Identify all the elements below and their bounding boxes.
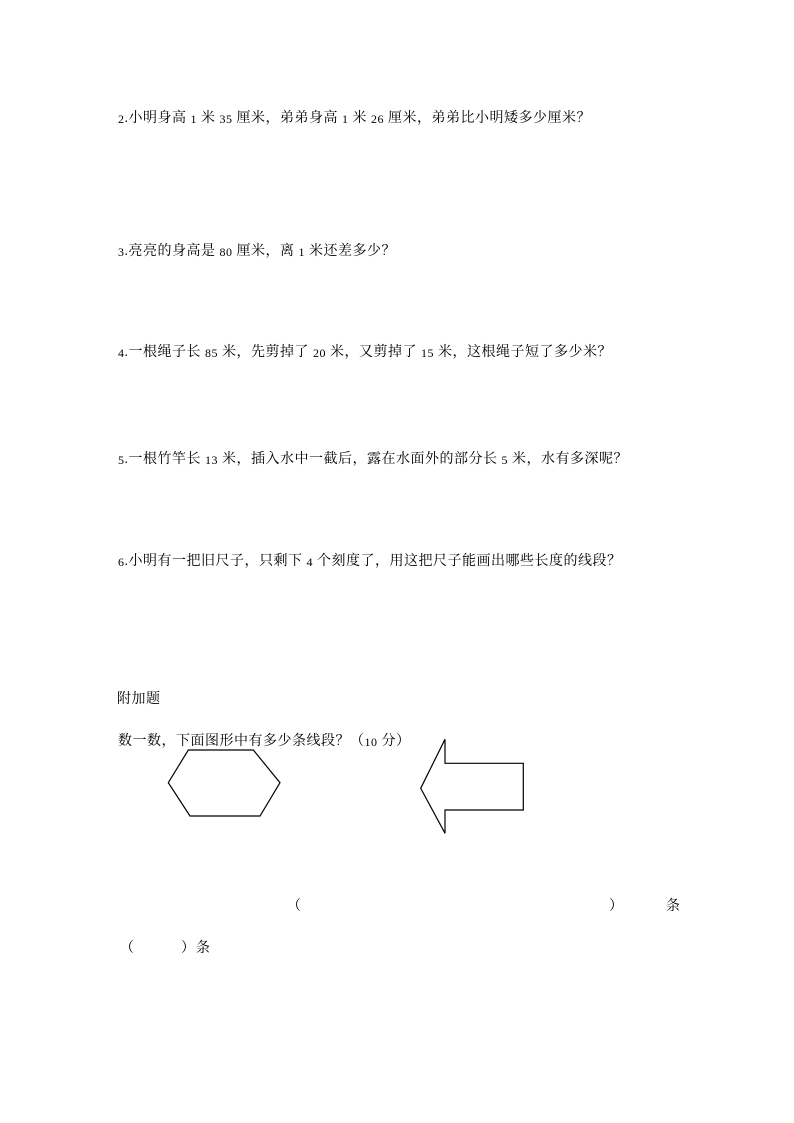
question-6: 6.小明有一把旧尺子，只剩下 4 个刻度了，用这把尺子能画出哪些长度的线段？ <box>118 554 622 569</box>
answer-2-open-paren: （ <box>120 941 135 956</box>
question-2: 2.小明身高 1 米 35 厘米，弟弟身高 1 米 26 厘米，弟弟比小明矮多少厘米？ <box>118 111 591 126</box>
question-3: 3.亮亮的身高是 80 厘米，离 1 米还差多少？ <box>118 244 396 259</box>
bonus-section-title: 附加题 <box>117 692 161 707</box>
answer-1-close-paren: ） <box>609 899 624 914</box>
hexagon-figure <box>168 750 280 816</box>
bonus-question-prompt: 数一数，下面图形中有多少条线段？（10 分） <box>118 734 411 749</box>
answer-2-unit-label: 条 <box>196 941 211 956</box>
answer-2-close-paren: ） <box>181 941 196 956</box>
question-4: 4.一根绳子长 85 米，先剪掉了 20 米，又剪掉了 15 米，这根绳子短了多少米？ <box>118 345 612 360</box>
answer-1-open-paren: （ <box>287 899 302 914</box>
left-arrow-figure <box>421 739 524 833</box>
question-5: 5.一根竹竿长 13 米，插入水中一截后，露在水面外的部分长 5 米，水有多深呢？ <box>118 452 628 467</box>
answer-1-unit-label: 条 <box>666 899 681 914</box>
